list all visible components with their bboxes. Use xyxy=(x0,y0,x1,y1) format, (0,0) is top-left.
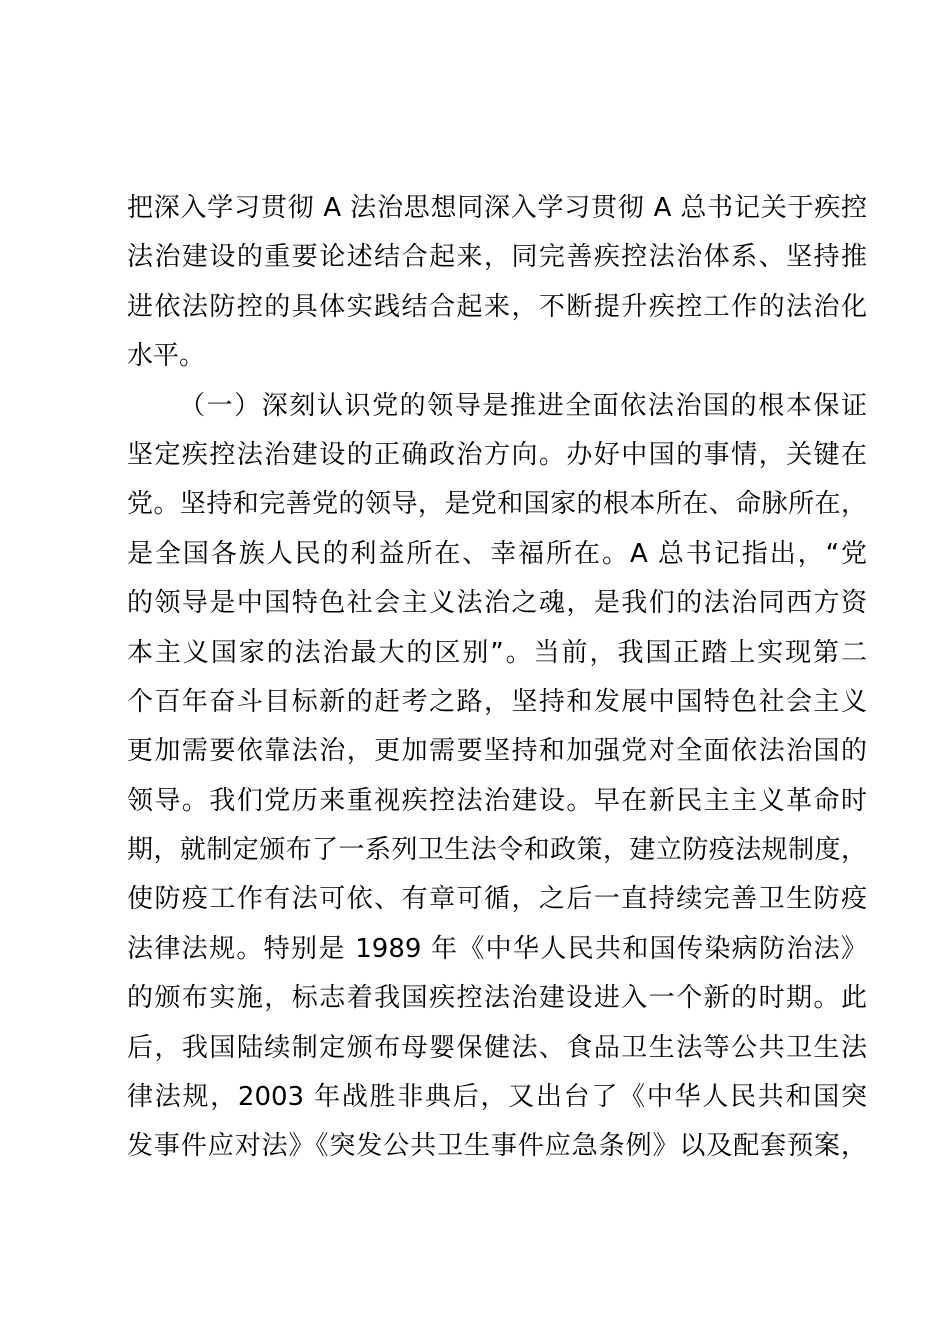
text-line: 的颁布实施，标志着我国疾控法治建设进入一个新的时期。此 xyxy=(127,983,867,1014)
text-line: 党。坚持和完善党的领导，是党和国家的根本所在、命脉所在， xyxy=(127,489,867,520)
text-line: 后，我国陆续制定颁布母婴保健法、食品卫生法等公共卫生法 xyxy=(127,1032,867,1063)
text-line: 发事件应对法》《突发公共卫生事件应急条例》以及配套预案， xyxy=(127,1131,867,1162)
text-line: 期，就制定颁布了一系列卫生法令和政策，建立防疫法规制度， xyxy=(127,835,867,866)
text-line: 坚定疾控法治建设的正确政治方向。办好中国的事情，关键在 xyxy=(127,439,867,470)
section-heading-line: （一）深刻认识党的领导是推进全面依法治国的根本保证 xyxy=(179,390,867,421)
text-line: 律法规，2003 年战胜非典后，又出台了《中华人民共和国突 xyxy=(127,1082,867,1113)
text-line: 进依法防控的具体实践结合起来，不断提升疾控工作的法治化 xyxy=(127,291,867,322)
text-line: 领导。我们党历来重视疾控法治建设。早在新民主主义革命时 xyxy=(127,785,867,816)
text-line: 水平。 xyxy=(127,341,206,372)
text-line: 本主义国家的法治最大的区别”。当前，我国正踏上实现第二 xyxy=(127,637,867,668)
text-line: 是全国各族人民的利益所在、幸福所在。A 总书记指出，“党 xyxy=(127,538,867,569)
text-line: 法律法规。特别是 1989 年《中华人民共和国传染病防治法》 xyxy=(127,933,867,964)
text-line: 更加需要依靠法治，更加需要坚持和加强党对全面依法治国的 xyxy=(127,736,867,767)
body-text xyxy=(127,184,867,1172)
text-line: 把深入学习贯彻 A 法治思想同深入学习贯彻 A 总书记关于疾控 xyxy=(127,193,867,223)
text-line: 使防疫工作有法可依、有章可循，之后一直持续完善卫生防疫 xyxy=(127,884,867,915)
text-line: 法治建设的重要论述结合起来，同完善疾控法治体系、坚持推 xyxy=(127,242,867,273)
text-line: 的领导是中国特色社会主义法治之魂，是我们的法治同西方资 xyxy=(127,588,867,619)
text-line: 个百年奋斗目标新的赶考之路，坚持和发展中国特色社会主义 xyxy=(127,686,867,717)
